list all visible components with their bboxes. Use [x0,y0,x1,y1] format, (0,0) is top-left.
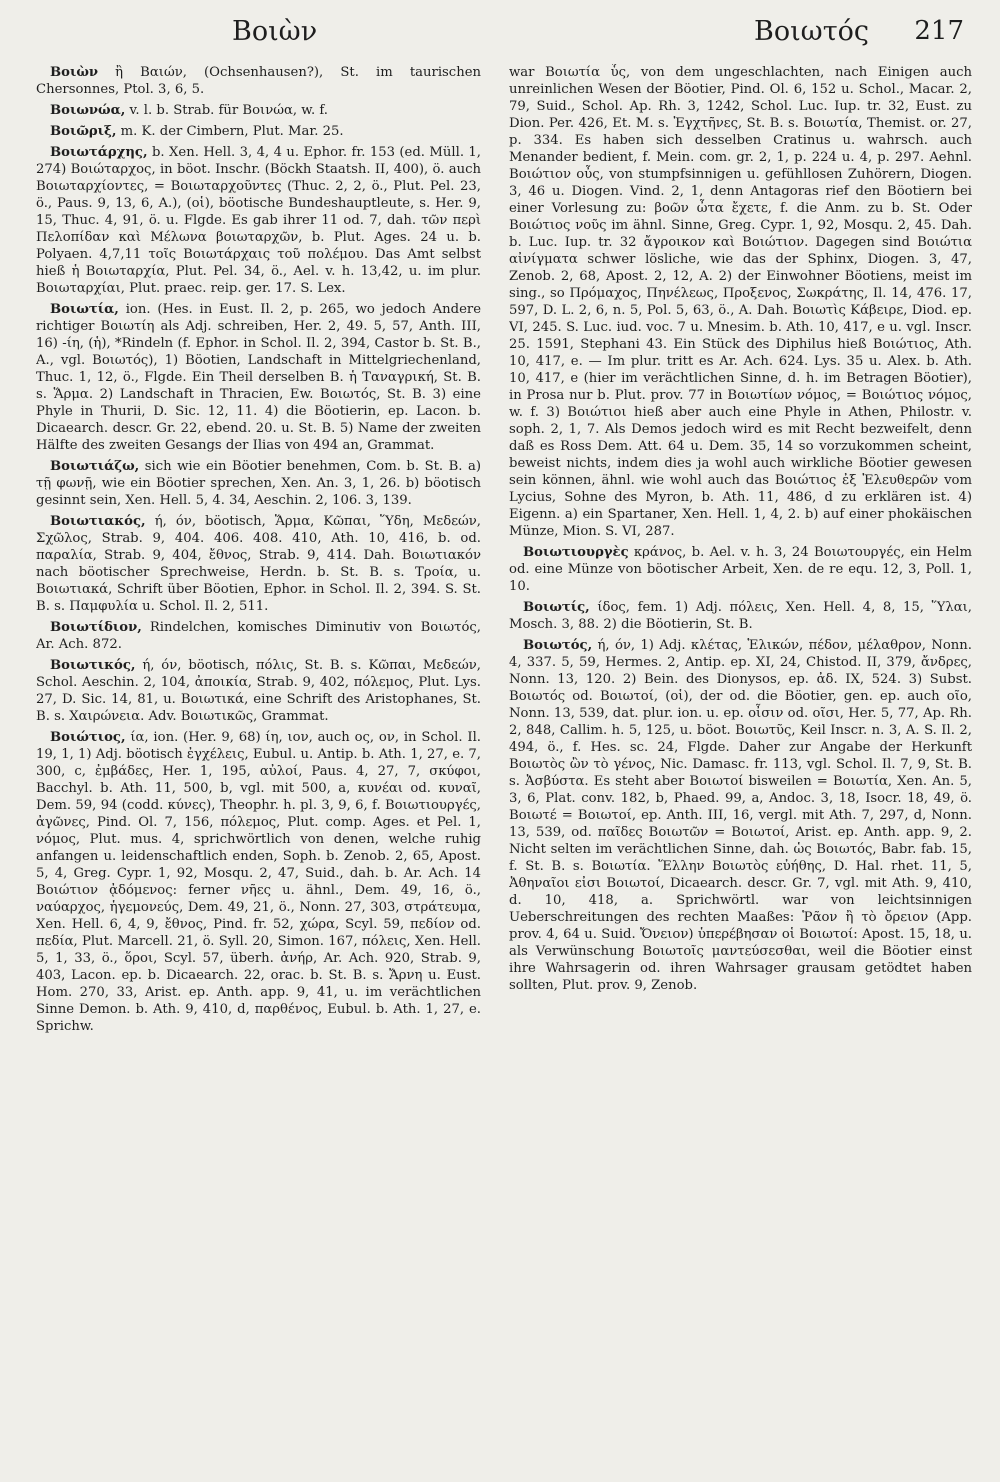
entry-lemma: Βοιωτός, [523,638,593,653]
dictionary-entry [36,657,481,725]
entry-lemma: Βοιωτάρχης, [50,145,148,160]
entry-text: m. K. der Cimbern, Plut. Mar. 25. [120,124,344,139]
dictionary-entry [36,102,481,119]
entry-lemma: Βοιωτίδιον, [50,620,142,635]
entry-text: sich wie ein Böotier benehmen, Com. b. St. B. a) τῇ φωνῇ, wie ein Böotier sprechen, Xen. An. 3, 1, 26. b) böotisch gesinnt sein, Xen. Hell. 5, 4. 34, Aeschin. 2, 106. 3, 139. [36,459,481,508]
entry-lemma: Βοιὼν [50,65,99,80]
dictionary-entry [36,123,481,140]
entry-lemma: Βοιωνώα, [50,103,126,118]
entry-lemma: Βοιωτίς, [523,600,590,615]
entry-text: ή, όν, böotisch, Ἅρμα, Κῶπαι, Ὕδη, Μεδεών, Σχῶλος, Strab. 9, 404. 406. 408. 410, Ath. 10, 416, b. od. παραλία, Strab. 9, 404, ἔθνος, Strab. 9, 414. Dah. Βοιωτιακόν nach böotischer Sprechweise, Herdn. b. St. B. s. Τροία, u. Βοιωτιακά, Schrift über Böotien, Ephor. in Schol. Il. 2, 394. S. St. B. s. Παμφυλία u. Schol. Il. 2, 511. [36,514,481,614]
entry-text: v. l. b. Strab. für Βοινώα, w. f. [129,103,328,118]
dictionary-entry [36,619,481,653]
page-number: 217 [914,16,964,46]
entry-lemma: Βοιωτία, [50,302,119,317]
dictionary-entry [509,544,972,595]
right-column [509,64,972,1469]
entry-lemma: Βοιώτιος, [50,730,126,745]
entry-lemma: Βοιωτιουργὲς [523,545,629,560]
dictionary-entry [509,64,972,540]
page-header [36,14,970,54]
dictionary-entry [509,637,972,994]
header-left-word: Βοιὼν [232,16,318,47]
header-right-word: Βοιωτός [754,16,870,47]
entry-text: ία, ion. (Her. 9, 68) ίη, ιον, auch ος, ον, in Schol. Il. 19, 1, 1) Adj. böotisch ἐγχέλεις, Eubul. u. Antip. b. Ath. 1, 27, e. 7, 300, c, ἐμβάδες, Her. 1, 195, αὐλοί, Paus. 4, 27, 7, σκύφοι, Bacchyl. b. Ath. 11, 500, b, vgl. mit 500, a, κυνέαι od. κυναῖ, Dem. 59, 94 (codd. κύνες), Theophr. h. pl. 3, 9, 6, f. Βοιωτιουργές, ἀγῶνες, Pind. Ol. 7, 156, πόλεμος, Plut. comp. Ages. et Pel. 1, νόμος, Plut. mus. 4, sprichwörtlich von denen, welche ruhig anfangen u. leidenschaftlich enden, Soph. b. Zenob. 2, 65, Apost. 5, 4, Greg. Cypr. 1, 92, Mosqu. 2, 47, Suid., dah. b. Ar. Ach. 14 Βοιώτιον ᾀδόμενος: ferner νῆες u. ähnl., Dem. 49, 16, ö., ναύαρχος, ἡγεμονεύς, Dem. 49, 21, ö., Nonn. 27, 303, στράτευμα, Xen. Hell. 6, 4, 9, ἔθνος, Pind. fr. 52, χώρα, Scyl. 59, πεδίον od. πεδία, Plut. Marcell. 21, ö. Syll. 20, Simon. 167, πόλεις, Xen. Hell. 5, 1, 33, ö., ὅροι, Scyl. 57, überh. ἀνήρ, Ar. Ach. 920, Strab. 9, 403, Lacon. ep. b. Dicaearch. 22, orac. b. St. B. s. Ἄρνη u. Eust. Hom. 270, 33, Arist. ep. Anth. app. 9, 41, u. im verächtlichen Sinne Demon. b. Ath. 9, 410, d, παρθένος, Eubul. b. Ath. 1, 27, e. Sprichw. [36,730,481,1034]
dictionary-entry [36,301,481,454]
entry-text: Rindelchen, komisches Diminutiv von Βοιωτός, Ar. Ach. 872. [36,620,481,652]
entry-lemma: Βοιωτιάζω, [50,459,140,474]
entry-text: ή, όν, 1) Adj. κλέτας, Ἑλικών, πέδον, μέλαθρον, Nonn. 4, 337. 5, 59, Hermes. 2, Antip. ep. XI, 24, Chistod. II, 379, ἄνδρες, Nonn. 13, 120. 2) Bein. des Dionysos, ep. ἀδ. IX, 524. 3) Subst. Βοιωτός od. Βοιωτοί, (οἱ), der od. die Böotier, gen. ep. auch οῖο, Nonn. 13, 539, dat. plur. ion. u. ep. οἶσιν od. οῖσι, Her. 5, 77, Ap. Rh. 2, 848, Callim. h. 5, 125, u. böot. Βοιωτῦς, Keil Inscr. n. 3, A. S. Il. 2, 494, ö., f. Hes. sc. 24, Flgde. Daher zur Angabe der Herkunft Βοιωτὸς ὢν τὸ γένος, Nic. Damasc. fr. 113, vgl. Schol. Il. 7, 9, St. B. s. Ἀσβύστα. Es steht aber Βοιωτοί bisweilen = Βοιωτία, Xen. An. 5, 3, 6, Plat. conv. 182, b, Phaed. 99, a, Andoc. 3, 18, Isocr. 18, 49, ö. Βοιωτέ = Βοιωτοί, ep. Anth. III, 16, vergl. mit Ath. 7, 297, d, Nonn. 13, 539, od. παῖδες Βοιωτῶν = Βοιωτοί, Arist. ep. Anth. app. 9, 2. Nicht selten im verächtlichen Sinne, dah. ὡς Βοιωτός, Babr. fab. 15, f. St. B. s. Βοιωτία. Ἕλλην Βοιωτὸς εὐήθης, D. Hal. rhet. 11, 5, Ἀθηναῖοι εἰσι Βοιωτοί, Dicaearch. descr. Gr. 7, vgl. mit Ath. 9, 410, d. 10, 418, a. Sprichwörtl. war von leichtsinnigen Ueberschreitungen des rechten Maaßes: Ῥᾶον ἢ τὸ ὄρειον (App. prov. 4, 64 u. Suid. Ὄνειον) ὑπερέβησαν οἱ Βοιωτοί: Apost. 15, 18, u. als Verwünschung Βοιωτοῖς μαντεύσεσθαι, weil die Böotier einst ihre Wahrsagerin od. ihren Wahrsager grausam getödtet haben sollten, Plut. prov. 9, Zenob. [509,638,972,993]
dictionary-entry [36,144,481,297]
entry-lemma: Βοιωτικός, [50,658,136,673]
entry-text: κράνος, b. Ael. v. h. 3, 24 Βοιωτουργές, ein Helm od. eine Münze von böotischer Arbeit, Xen. de re equ. 12, 3, Poll. 1, 10. [509,545,972,594]
entry-text: ion. (Hes. in Eust. Il. 2, p. 265, wo jedoch Andere richtiger Βοιωτίη als Adj. schreiben, Her. 2, 49. 5, 57, Anth. III, 16) -ίη, (ἡ), *Rindeln (f. Ephor. in Schol. Il. 2, 394, Castor b. St. B., A., vgl. Βοιωτός), 1) Böotien, Landschaft in Mittelgriechenland, Thuc. 1, 12, ö., Flgde. Ein Theil derselben B. ἡ Ταναγρική, St. B. s. Ἅρμα. 2) Landschaft in Thracien, Ew. Βοιωτός, St. B. 3) eine Phyle in Thurii, D. Sic. 12, 11. 4) die Böotierin, ep. Lacon. b. Dicaearch. descr. Gr. 22, ebend. 20. u. St. B. 5) Name der zweiten Hälfte des zweiten Gesangs der Ilias von 494 an, Grammat. [36,302,481,453]
dictionary-entry [36,64,481,98]
left-column [36,64,481,1469]
entry-text: ή, όν, böotisch, πόλις, St. B. s. Κῶπαι, Μεδεών, Schol. Aeschin. 2, 104, ἀποικία, Strab. 9, 402, πόλεμος, Plut. Lys. 27, D. Sic. 14, 81, u. Βοιωτικά, eine Schrift des Aristophanes, St. B. s. Χαιρώνεια. Adv. Βοιωτικῶς, Grammat. [36,658,481,724]
entry-text: b. Xen. Hell. 3, 4, 4 u. Ephor. fr. 153 (ed. Müll. 1, 274) Βοιώταρχος, in böot. Inschr. (Böckh Staatsh. II, 400), ö. auch Βοιωταρχίοντες, = Βοιωταρχοῦντες (Thuc. 2, 2, ö., Plut. Pel. 23, ö., Paus. 9, 13, 6, A.), (οἱ), böotische Bundeshauptleute, s. Her. 9, 15, Thuc. 4, 91, ö. u. Flgde. Es gab ihrer 11 od. 7, dah. τῶν περὶ Πελοπίδαν καὶ Μέλωνα βοιωταρχῶν, b. Plut. Ages. 24 u. b. Polyaen. 4,7,11 τοῖς Βοιωτάρχαις τοῦ πολέμου. Das Amt selbst hieß ἡ Βοιωταρχία, Plut. Pel. 34, ö., Ael. v. h. 13,42, u. im plur. Βοιωταρχίαι, Plut. praec. reip. ger. 17. S. Lex. [36,145,481,296]
dictionary-entry [36,729,481,1035]
entry-text: war Βοιωτία ὗς, von dem ungeschlachten, nach Einigen auch unreinlichen Wesen der Böotier, Pind. Ol. 6, 152 u. Schol., Macar. 2, 79, Suid., Schol. Ap. Rh. 3, 1242, Schol. Luc. Iup. tr. 32, Eust. zu Dion. Per. 426, Et. M. s. Ἐγχτῆνες, St. B. s. Βοιωτία, Themist. or. 27, p. 334. Es haben sich desselben Cratinus u. wahrsch. auch Menander bedient, f. Mein. com. gr. 2, 1, p. 224 u. 4, p. 297. Aehnl. Βοιώτιον οὖς, von stumpfsinnigen u. gefühllosen Zuhörern, Diogen. 3, 46 u. Diogen. Vind. 2, 1, denn Antagoras rief den Böotiern bei einer Vorlesung zu: βοῶν ὦτα ἔχετε, f. die Anm. zu b. St. Oder Βοιώτιος νοῦς im ähnl. Sinne, Greg. Cypr. 1, 92, Mosqu. 2, 45. Dah. b. Luc. Iup. tr. 32 ἄγροικον καὶ Βοιώτιον. Dagegen sind Βοιώτια αἰνίγματα schwer lösliche, wie das der Sphinx, Diogen. 3, 47, Zenob. 2, 68, Apost. 2, 12, A. 2) der Einwohner Böotiens, meist im sing., so Πρόμαχος, Πηνέλεως, Προξενος, Σωκράτης, Il. 14, 476. 17, 597, D. L. 2, 6, n. 5, Pol. 5, 63, ö., A. Dah. Βοιωτὶς Κάβειρε, Diod. ep. VI, 245. S. Luc. iud. voc. 7 u. Mnesim. b. Ath. 10, 417, e u. vgl. Inscr. 25. 1591, Stephani 43. Ein Stück des Diphilus hieß Βοιώτιος, Ath. 10, 417, e. — Im plur. tritt es Ar. Ach. 624. Lys. 35 u. Alex. b. Ath. 10, 417, e (hier im verächtlichen Sinne, d. h. im Betragen Böotier), in Prosa nur b. Plut. prov. 77 in Βοιωτίων νόμος, = Βοιώτιος νόμος, w. f. 3) Βοιώτιοι hieß aber auch eine Phyle in Athen, Philostr. v. soph. 2, 1, 7. Als Demos jedoch wird es mit Recht bezweifelt, denn daß es Ross Dem. Att. 64 u. Dem. 35, 14 so vorzukommen scheint, beweist nichts, indem dies ja wohl auch wirkliche Böotier gewesen sein können, ähnl. wie wohl auch das Βοιώτιος ἐξ Ἐλευθερῶν vom Lycius, Sohne des Myron, b. Ath. 11, 486, d zu erklären ist. 4) Eigenn. a) ein Spartaner, Xen. Hell. 1, 4, 2. b) auf einer phokäischen Münze, Mion. S. VI, 287. [509,65,972,539]
entry-text: ίδος, fem. 1) Adj. πόλεις, Xen. Hell. 4, 8, 15, Ὕλαι, Mosch. 3, 88. 2) die Böotierin, St. B. [509,600,972,632]
entry-lemma: Βοιωτιακός, [50,514,146,529]
entry-text: ἢ Βαιών, (Ochsenhausen?), St. im taurischen Chersonnes, Ptol. 3, 6, 5. [36,65,481,97]
dictionary-entry [36,513,481,615]
dictionary-entry [509,599,972,633]
dictionary-entry [36,458,481,509]
entry-lemma: Βοιῶριξ, [50,124,117,139]
